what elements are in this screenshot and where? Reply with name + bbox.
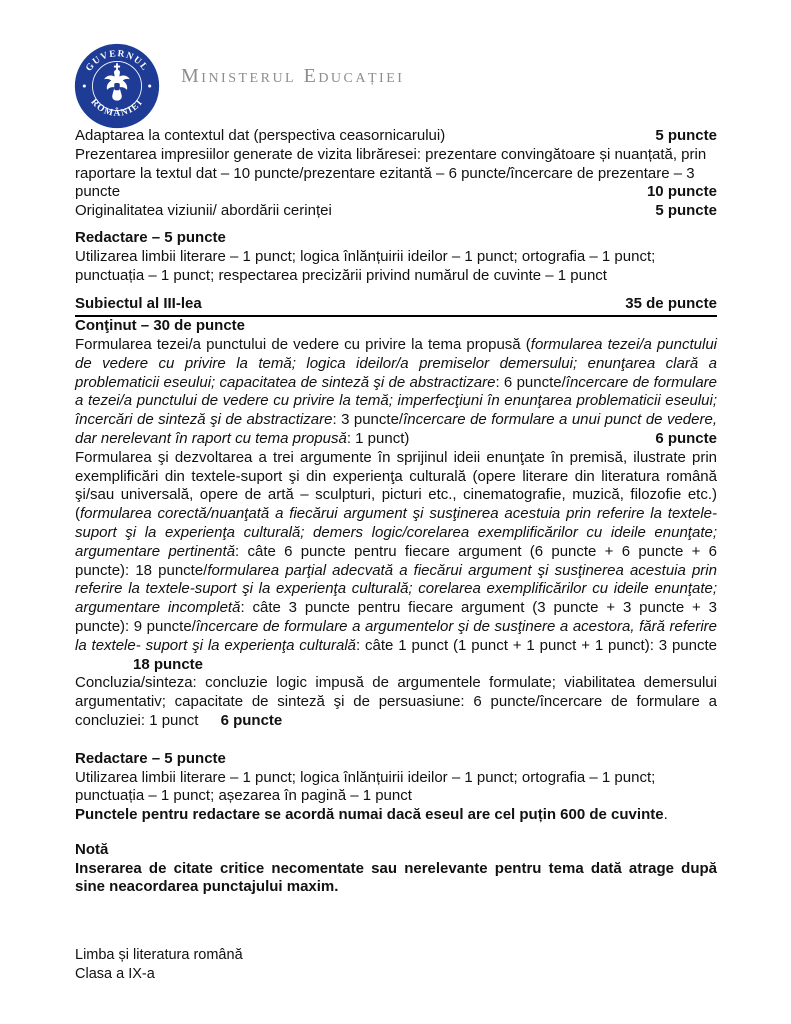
seal-bottom-text: ROMÂNIEI [88,97,146,119]
criterion-points: 5 puncte [655,127,717,144]
subject-title: Subiectul al III-lea [75,295,202,313]
text-run: : câte 3 puncte pentru fiecare argument (3 puncte + 3 puncte + 3 puncte): 9 puncte/ [75,599,717,635]
criterion-points: 5 puncte [655,202,717,220]
continut-heading: Conţinut – 30 de puncte [75,317,246,335]
nota-body: Inserarea de citate critice necomentate sau nerelevante pentru tema dată atrage după sine neacordarea punctajului maxim. [75,859,717,896]
redactare-heading: Redactare – 5 puncte [75,228,226,246]
text-run: Formularea şi dezvoltarea a trei argumente în sprijinul ideii enunţate în premisă, ilustrate prin exemplificări din textele-suport şi din experienţa culturală (opere literare din literatura română şi/sau universală, opere de artă – sculpturi, picturi etc., cinematografie, muzică, filozofie etc.) ( [75,448,717,523]
criterion-text: Adaptarea la contextul dat (perspectiva ceasornicarului) [75,127,446,144]
criterion-line [75,202,717,221]
criterion-text: Originalitatea viziunii/ abordării cerinței [75,202,332,220]
redactare-bold-note [75,806,717,825]
paragraph-runs [75,449,717,654]
continut-paragraph-teza [75,336,717,449]
paragraph-points: 18 puncte [133,655,204,673]
paragraph-runs [75,336,717,447]
text-run: : 3 puncte/ [332,411,404,429]
criterion-text: Prezentarea impresiilor generate de vizita librăresei: prezentare convingătoare și nuanțată, prin raportare la textul dat – 10 puncte/prezentare ezitantă – 6 puncte/încercare de prezentare – 3 puncte [75,145,707,201]
text-run: formularea parţial adecvată a fiecărui argument şi susţinerea acestuia prin referire la textele-suport şi la experienţa culturală; corelarea exemplificărilor cu ideile enunţate; argumentare incompletă [75,561,717,617]
seal-top-text: GUVERNUL [84,49,150,74]
text-run: încercare de formulare a tezei/a punctului de vedere cu privire la temă; imperfecţiuni în enunţarea problematicii eseului; încercări de sinteză şi de abstractizare [75,373,717,429]
text-run: : câte 1 punct (1 punct + 1 punct + 1 punct): 3 puncte [356,636,718,654]
text-run: încercare de formulare a unui punct de vedere, dar nerelevant în raport cu tema propusă [75,411,717,447]
redactare-body: Utilizarea limbii literare – 1 punct; logica înlănțuirii ideilor – 1 punct; ortografia – 1 punct; punctuația – 1 punct; respectarea precizării privind numărul de cuvinte – 1 punct [75,247,656,284]
redactare-body: Utilizarea limbii literare – 1 punct; logica înlănțuirii ideilor – 1 punct; ortografia – 1 punct; punctuația – 1 punct; așezarea în pagină – 1 punct [75,768,656,805]
seal-graphic [74,43,160,129]
text-run: formularea tezei/a punctului de vedere cu privire la temă; logica ideilor/a premiselor demersului; enunţarea clară a problematicii eseului; capacitatea de sinteză şi de abstractizare [75,335,717,391]
footer-subject-line: Limba și literatura română [75,947,243,963]
text-run: Punctele pentru redactare se acordă numai dacă eseul are cel puțin 600 de cuvinte [75,806,664,824]
text-run: formularea corectă/nuanţată a fiecărui argument şi susţinerea acestuia prin referire la textele-suport şi la experienţa culturală; demers logic/corelarea exemplificărilor cu ideile enunţate; argumentare pertinentă [75,505,717,560]
subject-heading-row [75,295,717,317]
paragraph-points: 6 puncte [220,711,283,729]
subject-points: 35 de puncte [625,295,717,313]
continut-paragraph-concluzia [75,674,717,730]
text-run: : 6 puncte/ [495,373,566,391]
text-run: Formularea tezei/a punctului de vedere cu privire la tema propusă ( [75,335,531,353]
document-body [75,127,717,897]
text-run: Concluzia/sinteza: concluzie logic impusă de argumentele formulate; viabilitatea demersului argumentativ; capacitate de sinteză şi de persuasiune: 6 puncte/încercare de formulare a concluziei: 1 punct [75,674,717,729]
redactare-heading: Redactare – 5 puncte [75,749,226,767]
criterion-line [75,146,717,202]
text-run: încercare de formulare a argumentelor şi de susţinere a acestora, fără referire la textele- suport şi la experienţa culturală [75,617,717,654]
paragraph-points: 6 puncte [655,429,717,447]
criterion-points: 10 puncte [646,183,717,201]
paragraph-runs [75,674,717,729]
government-seal-logo [74,43,160,129]
criterion-line [75,127,717,146]
nota-heading: Notă [75,840,109,858]
ministry-wordmark: Ministerul Educației [181,65,405,87]
page-footer [75,946,243,983]
text-run: : 1 punct) [346,429,410,447]
footer-class-line: Clasa a IX-a [75,965,155,982]
text-run: . [663,806,668,824]
text-run: : câte 6 puncte pentru fiecare argument (6 puncte + 6 puncte + 6 puncte): 18 puncte/ [75,542,717,579]
continut-paragraph-argumente [75,449,717,675]
